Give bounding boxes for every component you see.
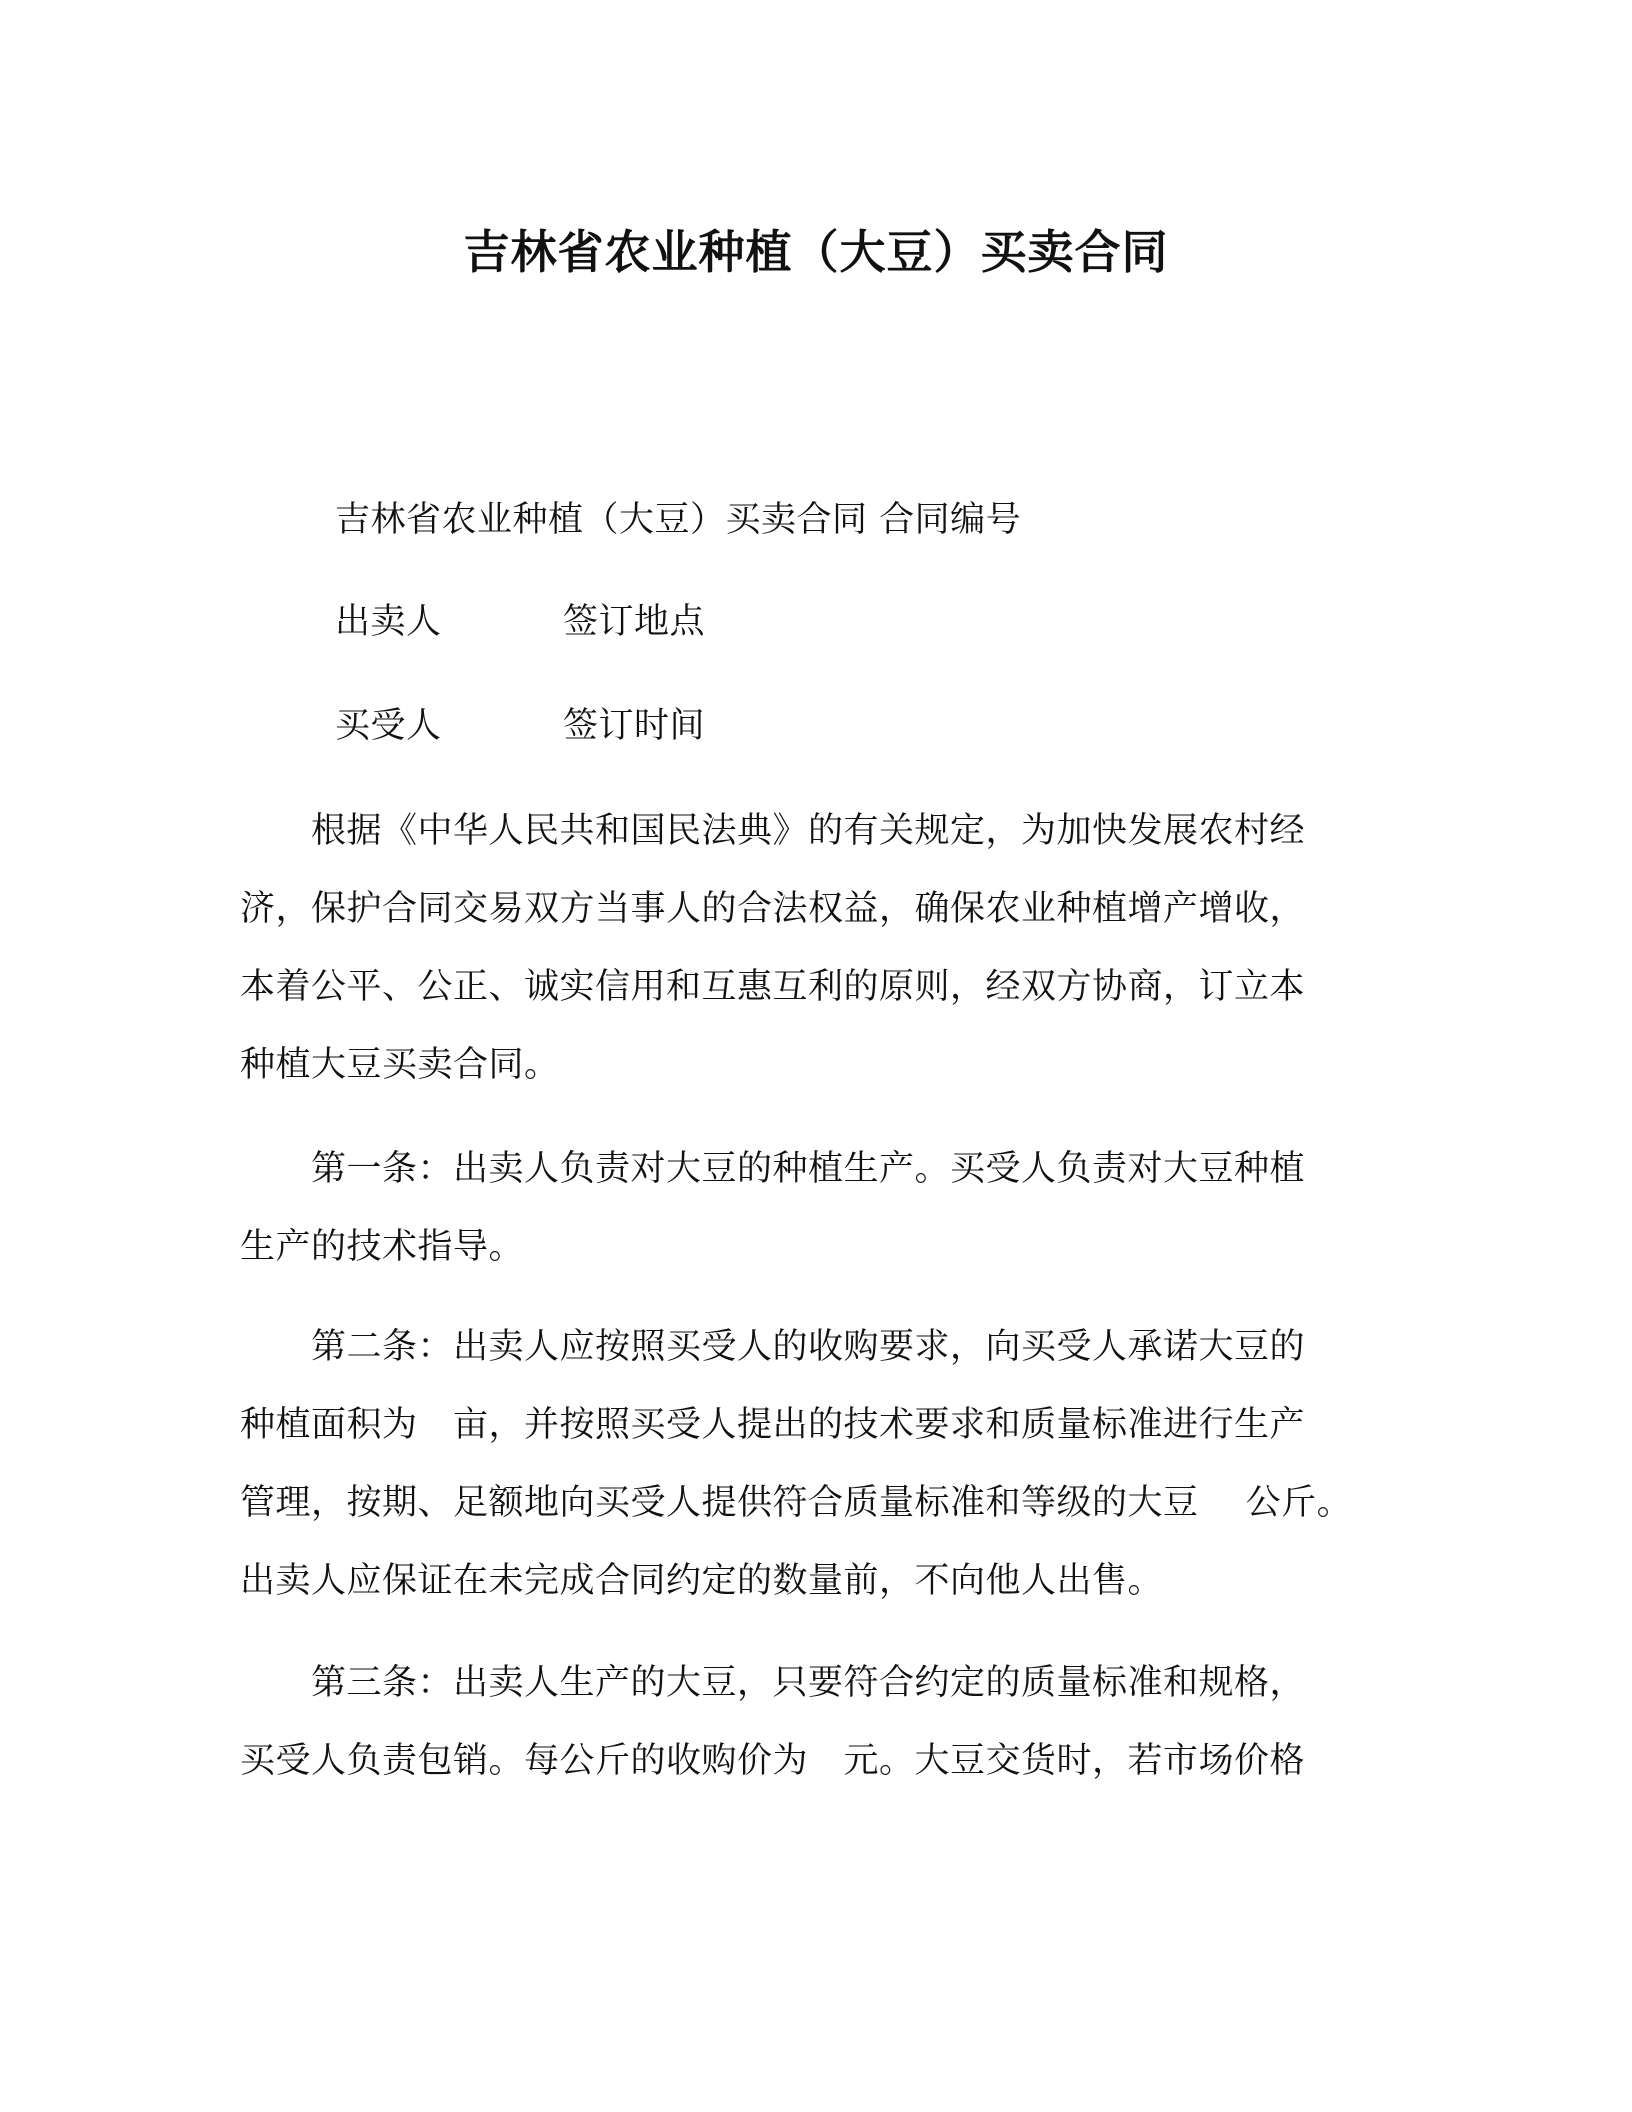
contract-number-line: 吉林省农业种植（大豆）买卖合同 合同编号 <box>335 500 1022 540</box>
article-3-paragraph <box>240 1644 1408 1800</box>
article-2-line: 管理，按期、足额地向买受人提供符合质量标准和等级的大豆 公斤。 <box>240 1483 1353 1523</box>
intro-line: 根据《中华人民共和国民法典》的有关规定，为加快发展农村经 <box>240 811 1306 851</box>
intro-line: 济，保护合同交易双方当事人的合法权益，确保农业种植增产增收， <box>240 889 1306 929</box>
signing-place-label: 签订地点 <box>563 602 706 642</box>
seller-field-row <box>335 598 1135 646</box>
article-3-line: 买受人负责包销。每公斤的收购价为 元。大豆交货时，若市场价格 <box>240 1741 1306 1781</box>
article-2-paragraph <box>240 1308 1408 1620</box>
buyer-field-row <box>335 702 1135 750</box>
article-1-line: 生产的技术指导。 <box>240 1227 525 1267</box>
article-2-line: 出卖人应保证在未完成合同约定的数量前，不向他人出售。 <box>240 1561 1164 1601</box>
signing-time-label: 签订时间 <box>563 706 706 746</box>
intro-line: 种植大豆买卖合同。 <box>240 1045 560 1085</box>
document-title: 吉林省农业种植（大豆）买卖合同 <box>463 225 1169 279</box>
article-2-line: 第二条：出卖人应按照买受人的收购要求，向买受人承诺大豆的 <box>240 1327 1306 1367</box>
article-1-line: 第一条：出卖人负责对大豆的种植生产。买受人负责对大豆种植 <box>240 1149 1306 1189</box>
buyer-label: 买受人 <box>335 706 442 746</box>
article-1-paragraph <box>240 1130 1408 1286</box>
article-2-line: 种植面积为 亩，并按照买受人提出的技术要求和质量标准进行生产 <box>240 1405 1306 1445</box>
article-3-line: 第三条：出卖人生产的大豆，只要符合约定的质量标准和规格， <box>240 1663 1306 1703</box>
intro-paragraph <box>240 792 1408 1104</box>
seller-label: 出卖人 <box>335 602 442 642</box>
intro-line: 本着公平、公正、诚实信用和互惠互利的原则，经双方协商，订立本 <box>240 967 1306 1007</box>
